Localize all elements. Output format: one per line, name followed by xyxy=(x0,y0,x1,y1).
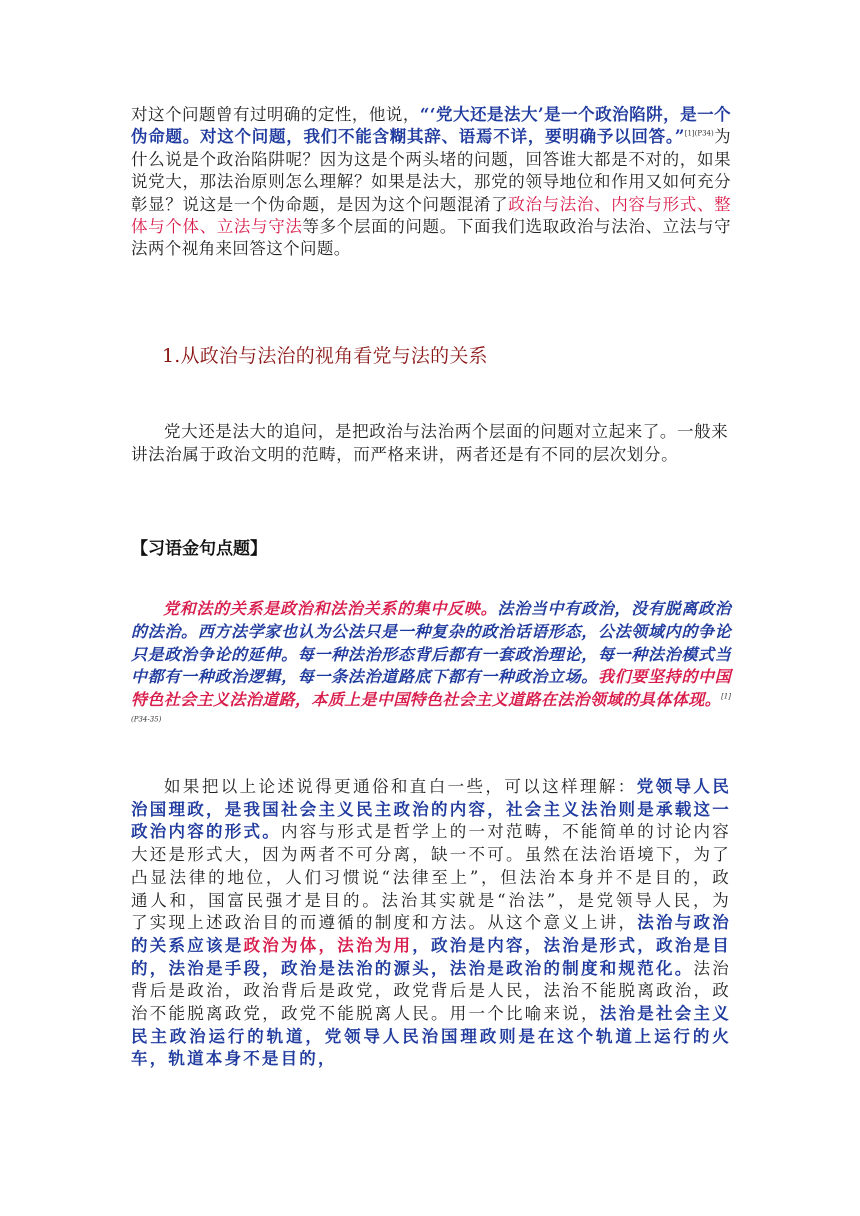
text-run: 对这个问题曾有过明确的定性，他说， xyxy=(131,105,420,124)
text-run: 如果把以上论述说得更通俗和直白一些，可以这样理解： xyxy=(164,777,637,796)
section-tag: 【习语金句点题】 xyxy=(131,539,267,559)
text-run: 内容与形式是哲学上的一对范畴，不能简单的讨论内容大还是形式大，因为两者不可分离，缺一不可。虽然在法治语境下，为了凸显法律的地位，人们习惯说“法律至上”，但法治本身并不是目的，政通人和，国富民强才是目的。法治其实就是“治法”，是党领导人民，为了实现上述政治目的而遵循的制度和方法。从这个意义上讲， xyxy=(131,822,731,933)
text-run: 为什么说是个政治陷阱呢？因为这是个两头堵的问题，回答谁大都是不对的，如果说党大，那法治原则怎么理解？如果是法大，那党的领导地位和作用又如何充分彰显？说这是一个伪命题，是因为这个问题混淆了 xyxy=(131,127,731,214)
text-run: 等多个层面的问题。下面我们选取政治与法治、立法与守法两个视角来回答这个问题。 xyxy=(131,217,731,259)
section-heading: 1.从政治与法治的视角看党与法的关系 xyxy=(162,345,488,367)
citation-superscript: [1](P34-35) xyxy=(131,692,731,724)
paragraph-explanation xyxy=(131,776,731,1071)
citation-superscript: [1](P34) xyxy=(684,129,714,138)
emphasis-blue: 法治是社会主义民主政治运行的轨道，党领导人民治国理政则是在这个轨道上运行的火车，轨道本身不是目的， xyxy=(131,1004,732,1069)
quote-emphasis: “‘党大还是法大’是一个政治陷阱，是一个伪命题。对这个问题，我们不能含糊其辞、语焉不详，要明确予以回答。” xyxy=(131,105,731,147)
quote-emphasis: 法治当中有政治，没有脱离政治的法治。西方法学家也认为公法只是一种复杂的政治话语形态，公法领域内的争论只是政治争论的延伸。每一种法治形态背后都有一套政治理论，每一种法治模式当中都有一种政治逻辑，每一条法治道路底下都有一种政治立场。 xyxy=(131,599,731,687)
highlight-red: 党和法的关系是政治和法治关系的集中反映。 xyxy=(163,599,498,618)
emphasis-blue: ，政治是内容，法治是形式，政治是目的，法治是手段，政治是法治的源头，法治是政治的制度和规范化。 xyxy=(131,935,731,978)
highlight-red: 政治为体，法治为用 xyxy=(243,935,413,955)
paragraph-intro xyxy=(131,104,731,261)
quote-block xyxy=(131,598,731,735)
text-run: 法治背后是政治，政治背后是政党，政党背后是人民，法治不能脱离政治，政治不能脱离政党，政党不能脱离人民。用一个比喻来说， xyxy=(131,958,731,1024)
paragraph-body: 党大还是法大的追问，是把政治与法治两个层面的问题对立起来了。一般来讲法治属于政治文明的范畴，而严格来讲，两者还是有不同的层次划分。 xyxy=(131,422,729,464)
emphasis-blue: 党领导人民治国理政，是我国社会主义民主政治的内容，社会主义法治则是承载这一政治内容的形式。 xyxy=(131,777,732,842)
emphasis-blue: 法治与政治的关系应该是 xyxy=(131,913,732,955)
highlight-red: 我们要坚持的中国特色社会主义法治道路，本质上是中国特色社会主义道路在法治领域的具体体现。 xyxy=(131,667,731,710)
highlight-red: 政治与法治、内容与形式、整体与个体、立法与守法 xyxy=(131,194,731,237)
